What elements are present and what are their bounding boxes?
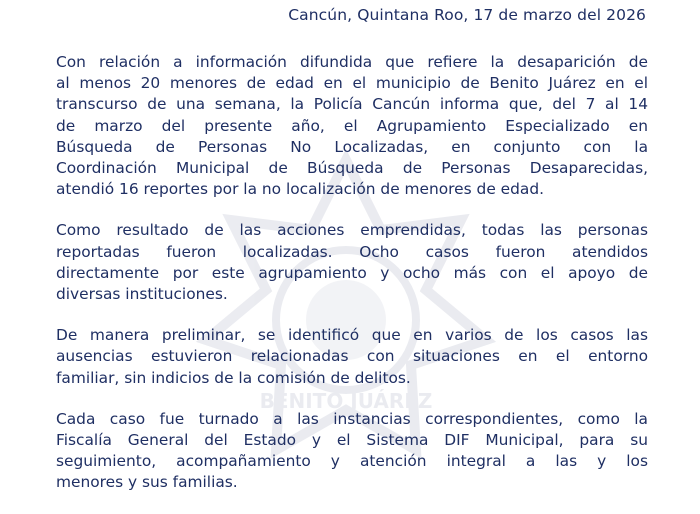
paragraph-3 [56,325,648,389]
text-line: seguimiento, acompañamiento y atención integral a las y los [56,452,648,471]
text-line: De manera preliminar, se identificó que en varios de los casos las [56,326,648,345]
text-line: Búsqueda de Personas No Localizadas, en conjunto con la [56,137,648,156]
text-line: de marzo del presente año, el Agrupamiento Especializado en [56,116,648,135]
text-line: ausencias estuvieron relacionadas con situaciones en el entorno [56,347,648,366]
text-line: al menos 20 menores de edad en el municipio de Benito Juárez en el [56,74,648,93]
text-line: atendió 16 reportes por la no localización de menores de edad. [56,180,545,199]
document-body [56,52,648,514]
text-line: directamente por este agrupamiento y ocho más con el apoyo de [56,263,648,282]
text-line: Fiscalía General del Estado y el Sistema DIF Municipal, para su [56,431,648,450]
text-line: diversas instituciones. [56,285,228,304]
date-line: Cancún, Quintana Roo, 17 de marzo del 2026 [288,6,646,24]
text-line: familiar, sin indicios de la comisión de delitos. [56,368,411,387]
text-line: menores y sus familias. [56,473,238,492]
paragraph-2 [56,220,648,305]
text-line: Coordinación Municipal de Búsqueda de Personas Desaparecidas, [56,159,648,178]
text-line: Como resultado de las acciones emprendidas, todas las personas [56,221,648,240]
paragraph-4 [56,409,648,494]
text-line: reportadas fueron localizadas. Ocho casos fueron atendidos [56,242,648,261]
paragraph-1 [56,52,648,200]
text-line: transcurso de una semana, la Policía Cancún informa que, del 7 al 14 [56,95,648,114]
watermark-text: BENITO JUÁREZ [259,389,433,413]
text-line: Con relación a información difundida que refiere la desaparición de [56,53,648,71]
text-line: Cada caso fue turnado a las instancias correspondientes, como la [56,409,648,428]
